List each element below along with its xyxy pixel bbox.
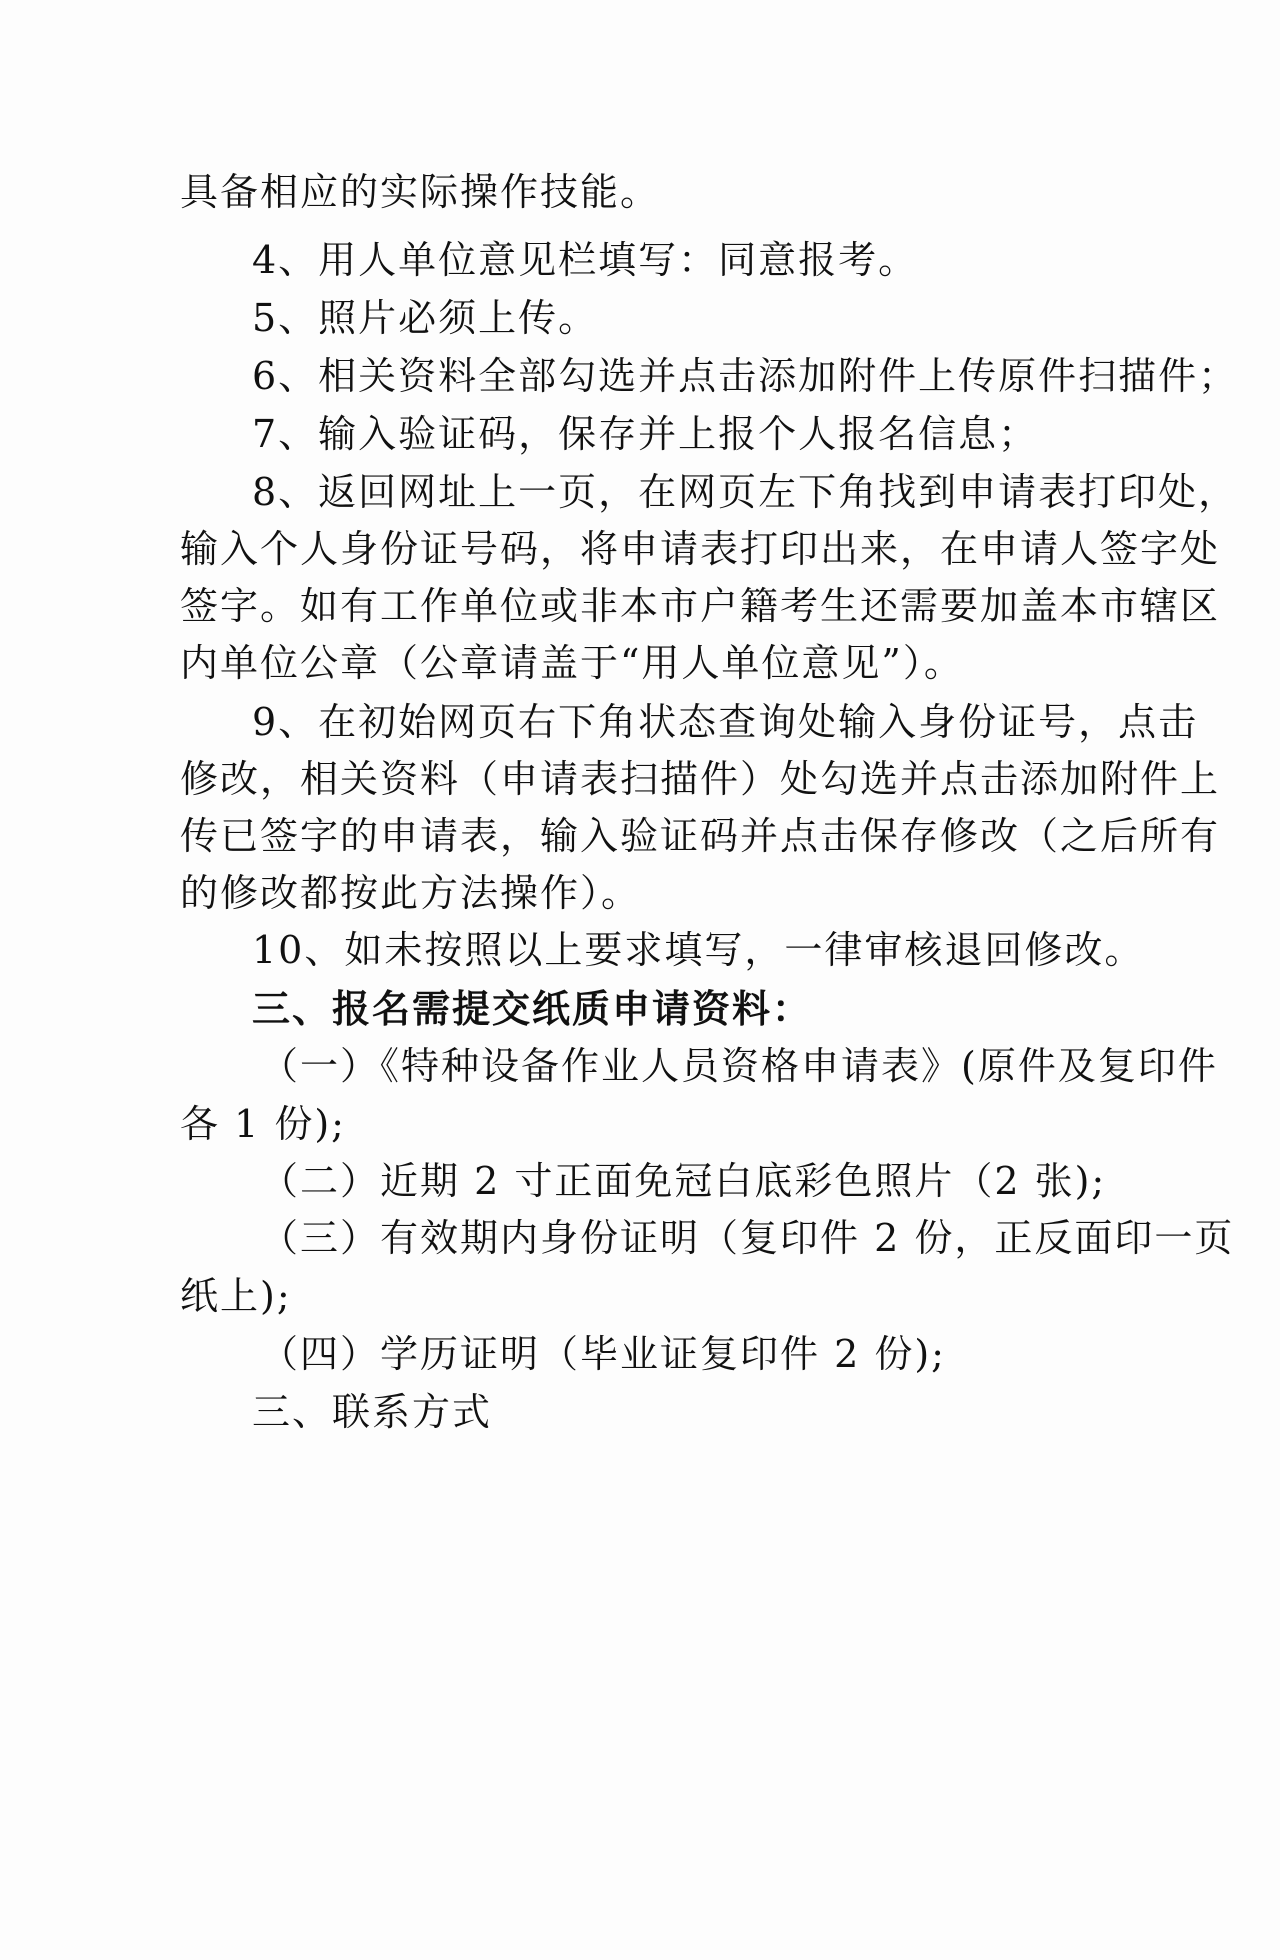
material-item-2: （二）近期 2 寸正面免冠白底彩色照片（2 张); bbox=[260, 1159, 1107, 1203]
list-item-7: 7、输入验证码，保存并上报个人报名信息； bbox=[252, 412, 1039, 456]
paragraph-line: 修改，相关资料（申请表扫描件）处勾选并点击添加附件上 bbox=[180, 757, 1221, 801]
paragraph-line: 具备相应的实际操作技能。 bbox=[180, 170, 661, 214]
list-item-6: 6、相关资料全部勾选并点击添加附件上传原件扫描件； bbox=[252, 354, 1239, 398]
section-heading-materials: 三、报名需提交纸质申请资料： bbox=[252, 987, 813, 1031]
paragraph-line: 内单位公章（公章请盖于“用人单位意见”）。 bbox=[180, 641, 964, 685]
paragraph-line: 的修改都按此方法操作）。 bbox=[180, 871, 642, 915]
paragraph-line: 签字。如有工作单位或非本市户籍考生还需要加盖本市辖区 bbox=[180, 584, 1221, 628]
material-item-1: （一）《特种设备作业人员资格申请表》(原件及复印件 bbox=[260, 1044, 1218, 1088]
list-item-4: 4、用人单位意见栏填写：同意报考。 bbox=[252, 238, 919, 282]
material-item-3: （三）有效期内身份证明（复印件 2 份，正反面印一页 bbox=[260, 1216, 1235, 1260]
paragraph-line: 传已签字的申请表，输入验证码并点击保存修改（之后所有 bbox=[180, 814, 1221, 858]
list-item-8: 8、返回网址上一页，在网页左下角找到申请表打印处， bbox=[252, 470, 1239, 514]
paragraph-line: 输入个人身份证号码，将申请表打印出来，在申请人签字处 bbox=[180, 527, 1221, 571]
paragraph-line: 纸上); bbox=[180, 1274, 292, 1318]
material-item-4: （四）学历证明（毕业证复印件 2 份); bbox=[260, 1332, 946, 1376]
paragraph-line: 各 1 份); bbox=[180, 1102, 346, 1146]
list-item-9: 9、在初始网页右下角状态查询处输入身份证号，点击 bbox=[252, 700, 1199, 744]
list-item-5: 5、照片必须上传。 bbox=[252, 296, 599, 340]
list-item-10: 10、如未按照以上要求填写，一律审核退回修改。 bbox=[252, 928, 1145, 972]
section-heading-contact: 三、联系方式 bbox=[252, 1390, 493, 1434]
